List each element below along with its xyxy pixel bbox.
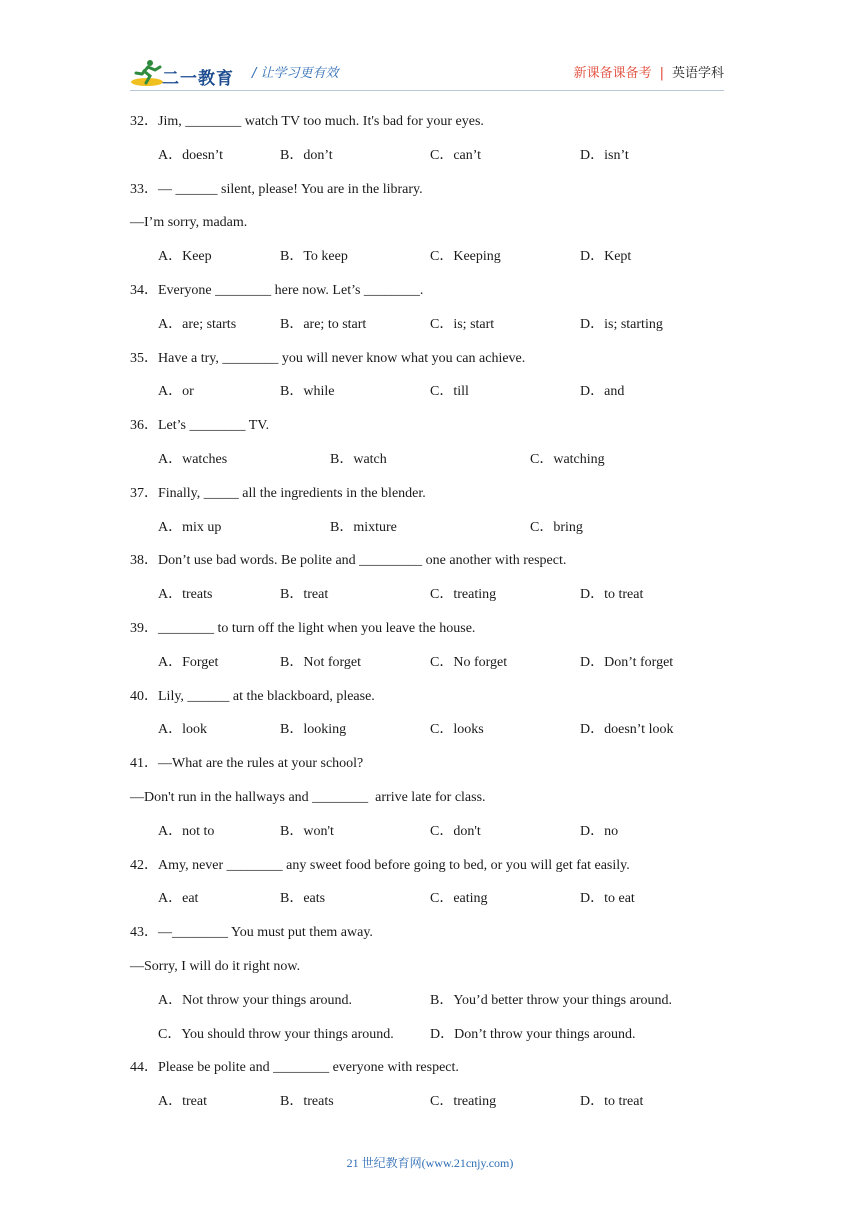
header-divider	[130, 90, 724, 91]
page-footer: 21 世纪教育网(www.21cnjy.com)	[346, 1156, 514, 1170]
answer-option: A．treat	[158, 1094, 207, 1110]
header-subject-label: 英语学科	[671, 66, 724, 81]
question-stem: 35．Have a try, ________ you will never know what you can achieve.	[130, 350, 526, 366]
answer-option: A．mix up	[158, 519, 222, 535]
question-stem: 44．Please be polite and ________ everyone with respect.	[130, 1060, 459, 1076]
question-dialogue-line: —Don't run in the hallways and ________ arrive late for class.	[130, 790, 486, 805]
answer-option: A．not to	[158, 823, 215, 839]
question-stem: 33．— ______ silent, please! You are in the library.	[130, 181, 423, 197]
answer-option: B．while	[280, 384, 335, 400]
answer-option: D．Kept	[580, 249, 632, 265]
answer-option: B．treats	[280, 1094, 334, 1110]
answer-option: D．to treat	[580, 587, 644, 603]
answer-option: B．looking	[280, 722, 347, 738]
answer-option: C．bring	[530, 519, 583, 535]
answer-option: D．to eat	[580, 891, 635, 907]
answer-option: C．treating	[430, 587, 497, 603]
answer-option: C．watching	[530, 452, 605, 467]
answer-option: C．You should throw your things around.	[158, 1026, 394, 1042]
header-course-label: 新课备课备考	[573, 66, 652, 81]
answer-option: C．can’t	[430, 147, 482, 163]
answer-option: A．treats	[158, 587, 213, 603]
answer-option: C．is; start	[430, 316, 495, 332]
question-stem: 41．—What are the rules at your school?	[130, 756, 364, 772]
answer-option: A．watches	[158, 452, 228, 467]
answer-option: D．and	[580, 384, 625, 400]
answer-option: D．to treat	[580, 1094, 644, 1110]
answer-option: A．are; starts	[158, 316, 237, 332]
header-separator: |	[659, 66, 664, 81]
question-stem: 43．—________ You must put them away.	[130, 925, 373, 941]
answer-option: B．Not forget	[280, 654, 362, 670]
answer-option: D．isn’t	[580, 147, 629, 163]
question-dialogue-line: —I’m sorry, madam.	[130, 215, 248, 231]
answer-option: C．till	[430, 384, 469, 400]
answer-option: A．eat	[158, 891, 199, 907]
logo	[130, 58, 240, 90]
answer-option: A．or	[158, 384, 194, 400]
logo-text: 二一教育	[162, 69, 234, 89]
runner-logo-icon	[130, 58, 164, 88]
answer-option: B．To keep	[280, 249, 348, 265]
answer-option: D．Don’t forget	[580, 654, 674, 670]
answer-option: D．Don’t throw your things around.	[430, 1026, 636, 1042]
answer-option: A．doesn’t	[158, 147, 224, 163]
answer-option: C．looks	[430, 722, 484, 738]
answer-option: B．won't	[280, 823, 334, 839]
answer-option: B．are; to start	[280, 316, 367, 332]
answer-option: C．eating	[430, 891, 488, 907]
answer-option: D．no	[580, 823, 619, 839]
question-stem: 42．Amy, never ________ any sweet food before going to bed, or you will get fat easily.	[130, 857, 630, 873]
question-stem: 40．Lily, ______ at the blackboard, please.	[130, 688, 375, 704]
answer-option: A．Not throw your things around.	[158, 992, 353, 1008]
answer-option: A．look	[158, 722, 207, 738]
answer-option: B．You’d better throw your things around.	[430, 992, 673, 1008]
answer-option: D．doesn’t look	[580, 722, 674, 738]
answer-option: A．Forget	[158, 654, 219, 670]
answer-option: B．mixture	[330, 519, 397, 535]
answer-option: B．eats	[280, 891, 326, 907]
answer-option: C．No forget	[430, 654, 508, 670]
question-stem: 39．________ to turn off the light when you leave the house.	[130, 621, 476, 636]
slogan: / 让学习更有效	[252, 66, 339, 81]
answer-option: A．Keep	[158, 249, 212, 265]
answer-option: B．watch	[330, 452, 387, 467]
answer-option: B．treat	[280, 587, 329, 603]
answer-option: B．don’t	[280, 147, 333, 163]
question-stem: 32．Jim, ________ watch TV too much. It's bad for your eyes.	[130, 114, 484, 129]
page-header	[130, 52, 724, 94]
question-stem: 34．Everyone ________ here now. Let’s ________.	[130, 283, 424, 298]
answer-option: D．is; starting	[580, 316, 663, 332]
answer-option: C．treating	[430, 1094, 497, 1110]
question-stem: 37．Finally, _____ all the ingredients in the blender.	[130, 485, 426, 501]
answer-option: C．Keeping	[430, 249, 501, 265]
header-subject	[574, 62, 724, 81]
question-stem: 36．Let’s ________ TV.	[130, 418, 270, 434]
question-dialogue-line: —Sorry, I will do it right now.	[130, 959, 301, 974]
question-stem: 38．Don’t use bad words. Be polite and _________ one another with respect.	[130, 553, 567, 569]
answer-option: C．don't	[430, 823, 481, 839]
